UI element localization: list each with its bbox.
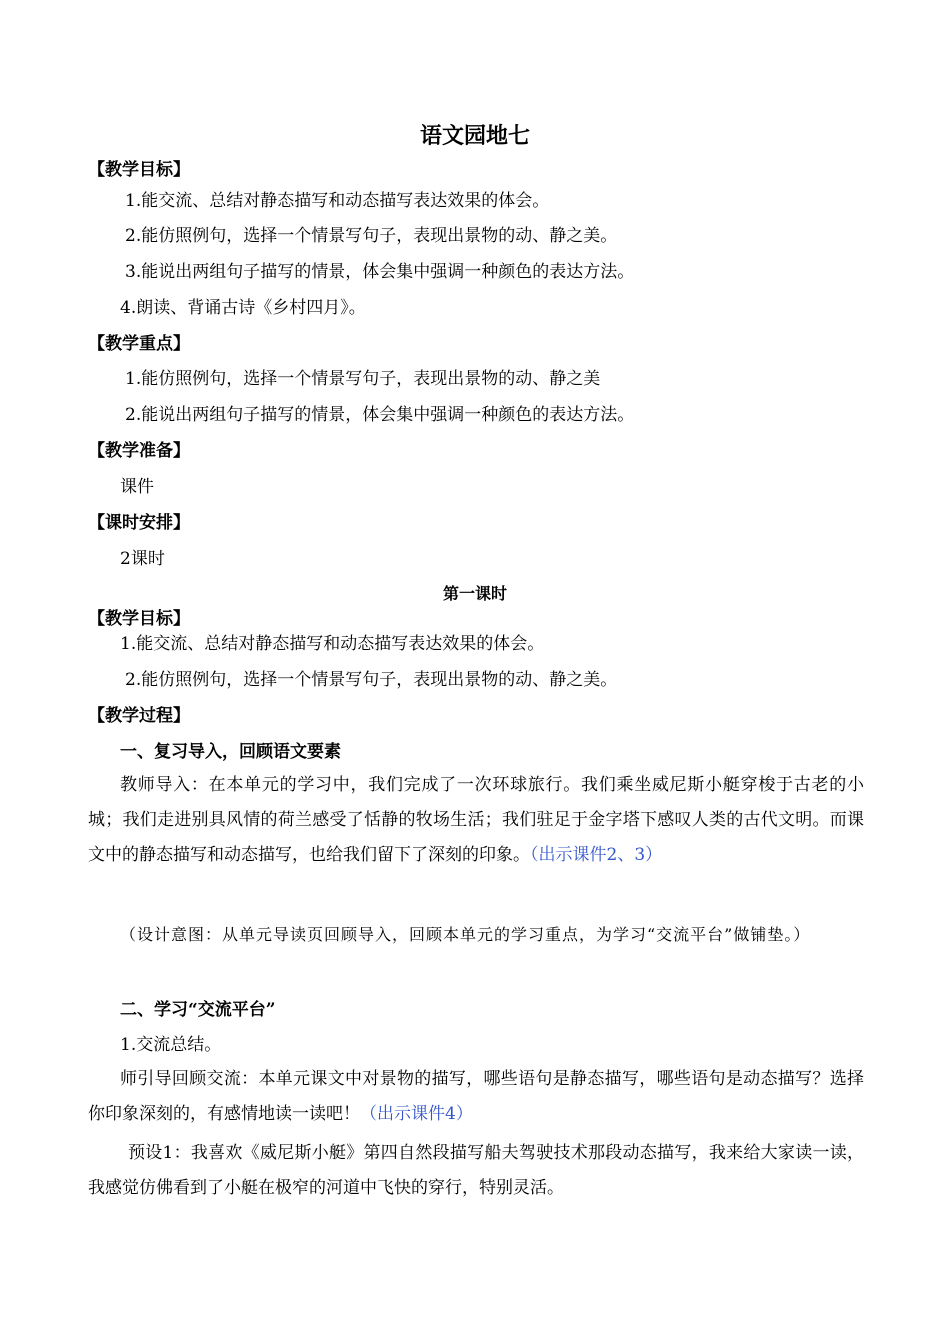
section1-intro-paragraph [88,768,864,873]
key-point-item-2: 2.能说出两组句子描写的情景，体会集中强调一种颜色的表达方法。 [125,405,635,425]
key-points-heading: 【教学重点】 [88,334,190,354]
key-point-item-1: 1.能仿照例句，选择一个情景写句子，表现出景物的动、静之美 [125,369,601,389]
section1-heading: 一、复习导入，回顾语文要素 [120,742,341,762]
process-heading: 【教学过程】 [88,706,190,726]
preset1-paragraph: 预设1：我喜欢《威尼斯小艇》第四自然段描写船夫驾驶技术那段动态描写，我来给大家读一读，我感觉仿佛看到了小艇在极窄的河道中飞快的穿行，特别灵活。 [88,1143,864,1198]
section2-heading: 二、学习“交流平台” [120,1000,276,1020]
schedule-heading: 【课时安排】 [88,513,190,533]
objective-item-1: 1.能交流、总结对静态描写和动态描写表达效果的体会。 [125,191,550,211]
section1-intro-text: 教师导入：在本单元的学习中，我们完成了一次环球旅行。我们乘坐威尼斯小艇穿梭于古老的小城；我们走进别具风情的荷兰感受了恬静的牧场生活；我们驻足于金字塔下感叹人类的古代文明。而课文中的静态描写和动态描写，也给我们留下了深刻的印象。 [88,775,864,865]
slide-reference-2-3: （出示课件2、3） [530,845,663,865]
objectives-heading: 【教学目标】 [88,160,190,180]
preparation-heading: 【教学准备】 [88,441,190,461]
section2-guide-text: 师引导回顾交流：本单元课文中对景物的描写，哪些语句是静态描写，哪些语句是动态描写？选择你印象深刻的，有感情地读一读吧！ [88,1069,864,1124]
objective-item-2: 2.能仿照例句，选择一个情景写句子，表现出景物的动、静之美。 [125,226,618,246]
schedule-text: 2课时 [120,549,165,569]
lesson1-objectives-heading: 【教学目标】 [88,609,190,629]
objective-item-4: 4.朗读、背诵古诗《乡村四月》。 [120,298,366,318]
objective-item-3: 3.能说出两组句子描写的情景，体会集中强调一种颜色的表达方法。 [125,262,635,282]
design-intent-paragraph: （设计意图：从单元导读页回顾导入，回顾本单元的学习重点，为学习“交流平台”做铺垫。） [120,925,811,944]
lesson1-title: 第一课时 [442,584,507,603]
slide-reference-4: （出示课件4） [360,1104,473,1124]
section2-guide-paragraph [88,1062,864,1132]
lesson1-objective-item-1: 1.能交流、总结对静态描写和动态描写表达效果的体会。 [120,634,545,654]
preparation-text: 课件 [120,477,154,497]
section2-step1: 1.交流总结。 [120,1035,222,1055]
lesson1-objective-item-2: 2.能仿照例句，选择一个情景写句子，表现出景物的动、静之美。 [125,670,618,690]
page-title: 语文园地七 [419,123,530,149]
